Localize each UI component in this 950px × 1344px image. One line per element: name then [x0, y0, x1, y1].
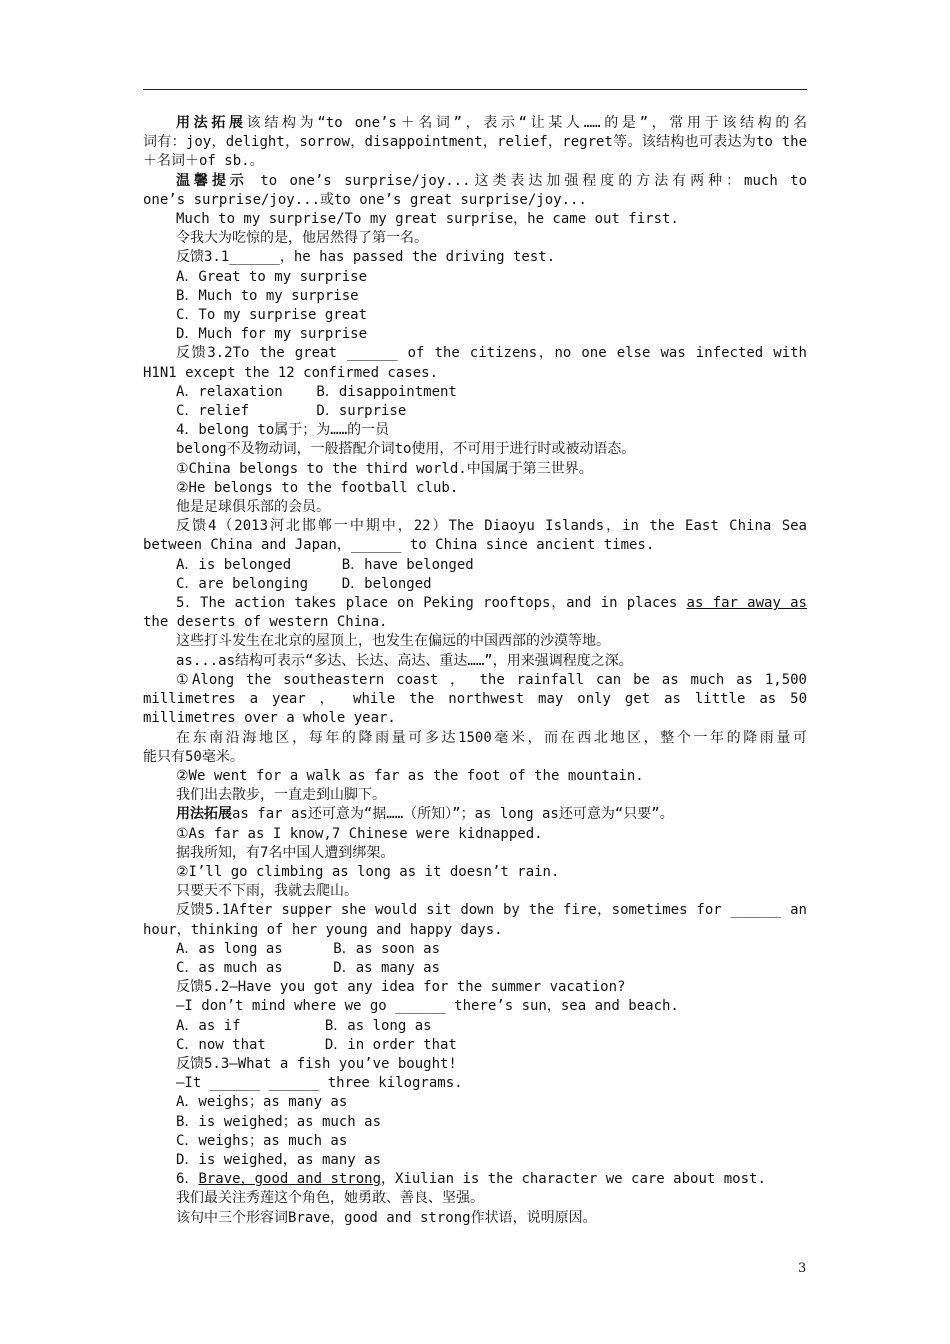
text-line [143, 652, 807, 671]
text-line [143, 383, 807, 402]
text-line [143, 1055, 807, 1074]
text-line [143, 268, 807, 287]
text-line [143, 825, 807, 844]
text-segment: one’s surprise/joy...或to one’s great surprise/joy... [143, 191, 587, 208]
text-line [143, 344, 807, 363]
text-segment: between China and Japan，______ to China since ancient times. [143, 537, 655, 554]
document-body [143, 114, 807, 1228]
text-line [143, 402, 807, 421]
text-segment: hour，thinking of her young and happy days. [143, 921, 503, 938]
text-line [143, 767, 807, 786]
text-line [143, 1132, 807, 1151]
text-segment: D．is weighed，as many as [176, 1151, 382, 1168]
text-line [143, 959, 807, 978]
text-line [143, 671, 807, 690]
text-line [143, 748, 807, 767]
text-segment: ①China belongs to the third world.中国属于第三世界。 [176, 460, 593, 477]
text-segment: millimetres a year ， while the northwest may only get as little as 50 [143, 691, 807, 708]
text-line [143, 1209, 807, 1228]
text-line [143, 575, 807, 594]
text-line [143, 1017, 807, 1036]
text-line [143, 1074, 807, 1093]
text-line [143, 1170, 807, 1189]
text-segment: ②He belongs to the football club. [176, 479, 459, 496]
text-segment: ①As far as I know,7 Chinese were kidnapped. [176, 825, 543, 842]
text-segment: 我们出去散步，一直走到山脚下。 [176, 787, 386, 804]
underlined-phrase: Brave，good and strong [198, 1171, 382, 1188]
text-segment: 该结构为“to one’s＋名词”，表示“让某人……的是”，常用于该结构的名 [246, 115, 807, 131]
page-number: 3 [798, 1261, 807, 1276]
text-segment: 能只有50毫米。 [143, 748, 244, 765]
text-line [143, 325, 807, 344]
text-line [143, 901, 807, 920]
text-line [143, 921, 807, 940]
text-segment: A．as if B．as long as [176, 1017, 432, 1034]
text-segment: 令我大为吃惊的是，他居然得了第一名。 [176, 230, 428, 247]
text-line [143, 844, 807, 863]
text-line [143, 364, 807, 383]
text-segment: C．now that D．in order that [176, 1036, 457, 1053]
text-segment: C．are belonging D．belonged [176, 575, 432, 592]
text-segment: 5．The action takes place on Peking rooftops，and in places [176, 595, 687, 612]
text-line [143, 1113, 807, 1132]
text-segment: C．as much as D．as many as [176, 959, 441, 976]
text-segment: A．Great to my surprise [176, 268, 368, 285]
text-segment: —I don’t mind where we go ______ there’s sun，sea and beach. [176, 998, 679, 1015]
text-line [143, 440, 807, 459]
text-line [143, 536, 807, 555]
text-line [143, 556, 807, 575]
text-segment: 该句中三个形容词Brave，good and strong作状语，说明原因。 [176, 1209, 597, 1226]
text-segment: C．weighs；as much as [176, 1132, 348, 1149]
text-line [143, 248, 807, 267]
text-segment: belong不及物动词，一般搭配介词to使用，不可用于进行时或被动语态。 [176, 441, 636, 458]
text-segment: D．Much for my surprise [176, 326, 368, 343]
text-segment: —It ______ ______ three kilograms. [176, 1075, 463, 1092]
text-segment: as...as结构可表示“多达、长达、高达、重达……”，用来强调程度之深。 [176, 652, 633, 669]
text-segment: A．as long as B．as soon as [176, 940, 441, 957]
text-line [143, 114, 807, 133]
text-line [143, 709, 807, 728]
text-line [143, 306, 807, 325]
text-line [143, 690, 807, 709]
text-segment: A．is belonged B．have belonged [176, 556, 474, 573]
text-segment: 反馈3.1______，he has passed the driving test. [176, 249, 556, 266]
text-line [143, 997, 807, 1016]
underlined-phrase: as far away as [686, 595, 807, 612]
text-line [143, 460, 807, 479]
text-line [143, 133, 807, 152]
text-segment: 这些打斗发生在北京的屋顶上，也发生在偏远的中国西部的沙漠等地。 [176, 633, 610, 650]
text-segment: 只要天不下雨，我就去爬山。 [176, 883, 358, 900]
text-line [143, 1151, 807, 1170]
text-segment: C．relief D．surprise [176, 403, 407, 420]
bold-heading: 用法拓展 [176, 806, 232, 823]
text-segment: ＋名词＋of sb.。 [143, 153, 264, 170]
text-line [143, 863, 807, 882]
text-line [143, 729, 807, 748]
text-line [143, 152, 807, 171]
text-line [143, 882, 807, 901]
text-line [143, 517, 807, 536]
text-line [143, 978, 807, 997]
text-segment: ，Xiulian is the character we care about most. [381, 1171, 766, 1188]
text-segment: 词有：joy，delight，sorrow，disappointment，relief，regret等。该结构也可表达为to the [143, 134, 807, 151]
text-line [143, 287, 807, 306]
text-segment: 反馈4（2013河北邯郸一中期中，22）The Diaoyu Islands，in the East China Sea [176, 518, 807, 535]
text-line [143, 479, 807, 498]
text-segment: the deserts of western China. [143, 614, 388, 631]
text-segment: A．relaxation B．disappointment [176, 383, 457, 400]
text-segment: B．is weighed；as much as [176, 1113, 382, 1130]
text-line [143, 1189, 807, 1208]
text-segment: ①Along the southeastern coast ， the rainfall can be as much as 1,500 [176, 671, 807, 688]
header-rule [143, 89, 807, 90]
text-segment: ②I’ll go climbing as long as it doesn’t rain. [176, 863, 560, 880]
text-segment: C．To my surprise great [176, 307, 368, 324]
text-line [143, 594, 807, 613]
text-line [143, 421, 807, 440]
text-segment: Much to my surprise/To my great surprise，he came out first. [176, 211, 679, 228]
bold-heading: 用法拓展 [176, 115, 247, 131]
text-line [143, 786, 807, 805]
text-segment: 反馈5.2—Have you got any idea for the summer vacation? [176, 979, 626, 996]
text-line [143, 191, 807, 210]
text-segment: 6． [176, 1171, 199, 1188]
text-line [143, 940, 807, 959]
text-line [143, 210, 807, 229]
text-line [143, 613, 807, 632]
text-line [143, 172, 807, 191]
text-segment: 据我所知，有7名中国人遭到绑架。 [176, 844, 395, 861]
text-segment: H1N1 except the 12 confirmed cases. [143, 364, 439, 381]
text-segment: A．weighs；as many as [176, 1094, 348, 1111]
text-line [143, 1093, 807, 1112]
text-line [143, 1036, 807, 1055]
text-segment: to one’s surprise/joy...这类表达加强程度的方法有两种：much to [247, 172, 807, 189]
text-segment: ②We went for a walk as far as the foot of the mountain. [176, 767, 644, 784]
bold-heading: 温馨提示 [176, 172, 248, 189]
text-segment: 反馈5.1After supper she would sit down by the fire，sometimes for ______ an [176, 902, 807, 919]
text-line [143, 229, 807, 248]
text-segment: 我们最关注秀莲这个角色，她勇敢、善良、坚强。 [176, 1190, 484, 1207]
text-segment: 反馈5.3—What a fish you’ve bought! [176, 1055, 457, 1072]
text-segment: 反馈3.2To the great ______ of the citizens，no one else was infected with [176, 345, 807, 362]
text-segment: B．Much to my surprise [176, 287, 359, 304]
text-line [143, 498, 807, 517]
text-segment: 在东南沿海地区，每年的降雨量可多达1500毫米，而在西北地区，整个一年的降雨量可 [176, 729, 807, 746]
text-line [143, 805, 807, 824]
text-segment: 他是足球俱乐部的会员。 [176, 499, 330, 516]
text-line [143, 632, 807, 651]
text-segment: millimetres over a whole year. [143, 710, 396, 727]
text-segment: 4．belong to属于；为……的一员 [176, 422, 390, 439]
text-segment: as far as还可意为“据……（所知）”；as long as还可意为“只要”。 [232, 806, 674, 823]
